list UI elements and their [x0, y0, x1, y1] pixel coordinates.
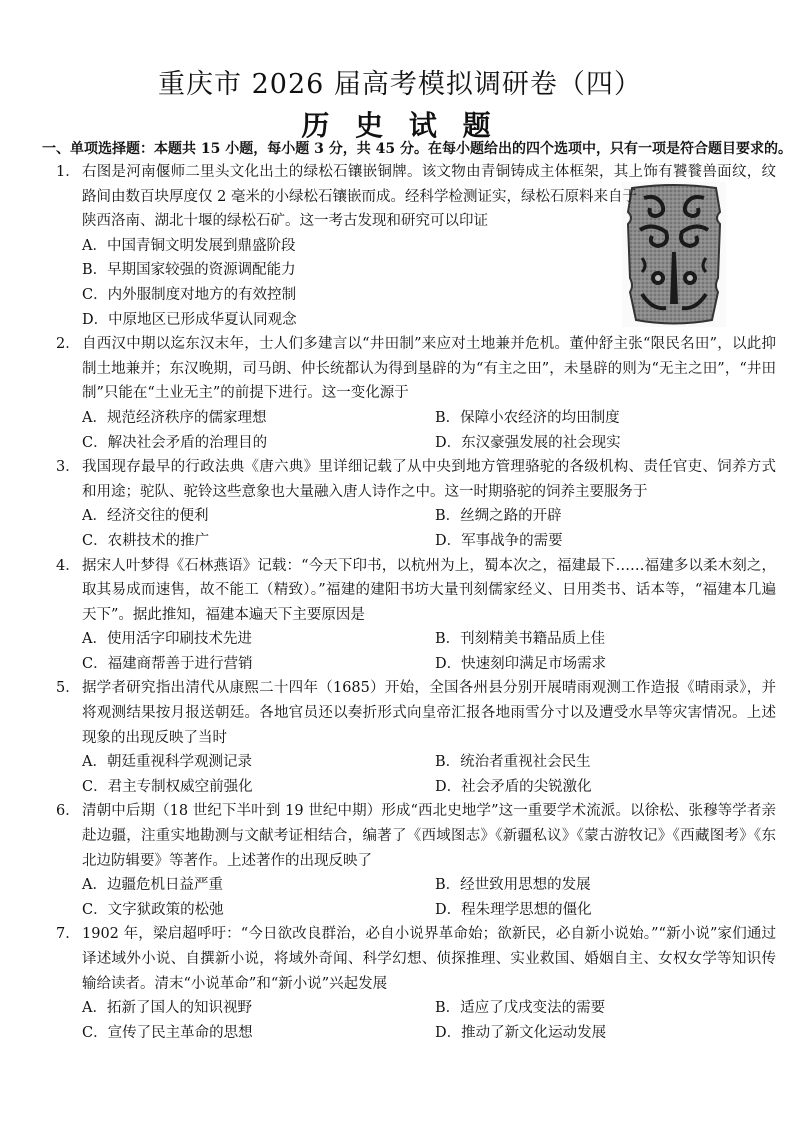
question-number: 1． [56, 164, 80, 180]
question-number: 5． [56, 680, 80, 697]
question-7 [56, 922, 776, 1045]
question-number: 6． [56, 803, 80, 820]
option-d[interactable]: D．推动了新文化运动发展 [435, 1024, 607, 1041]
option-a[interactable]: A．规范经济秩序的儒家理想 [82, 409, 267, 426]
option-a[interactable]: A．经济交往的便利 [82, 508, 209, 525]
option-a[interactable]: A．使用活字印刷技术先进 [82, 631, 252, 648]
option-b[interactable]: B．经世致用思想的发展 [435, 877, 591, 894]
option-c[interactable]: C．农耕技术的推广 [82, 532, 210, 549]
question-list [56, 160, 776, 1045]
option-c[interactable]: C．解决社会矛盾的治理目的 [82, 434, 268, 451]
options [82, 627, 776, 676]
question-number: 7． [56, 926, 80, 943]
question-stem: 据宋人叶梦得《石林燕语》记载：“今天下印书，以杭州为上，蜀本次之，福建最下……福建多以柔木刻之，取其易成而速售，故不能工（精致）。”福建的建阳书坊大量刊刻儒家经义、日用类书、话本等，“福建本几遍天下”。据此推知，福建本遍天下主要原因是 [82, 557, 776, 623]
options [82, 234, 622, 332]
option-b[interactable]: B．适应了戊戌变法的需要 [435, 1000, 606, 1017]
option-a[interactable]: A．边疆危机日益严重 [82, 877, 223, 894]
option-b[interactable]: B．保障小农经济的均田制度 [435, 409, 620, 426]
option-c[interactable]: C．福建商帮善于进行营销 [82, 655, 253, 672]
option-d[interactable]: D．快速刻印满足市场需求 [435, 655, 607, 672]
question-3 [56, 455, 776, 553]
question-2 [56, 332, 776, 455]
option-c[interactable]: C．宣传了民主革命的思想 [82, 1024, 253, 1041]
exam-title: 重庆市 2026 届高考模拟调研卷（四） [158, 69, 642, 100]
options [82, 996, 776, 1045]
question-stem: 我国现存最早的行政法典《唐六典》里详细记载了从中央到地方管理骆驼的各级机构、责任官吏、饲养方式和用途；驼队、驼铃这些意象也大量融入唐人诗作之中。这一时期骆驼的饲养主要服务于 [82, 459, 776, 500]
section-instruction: 一、单项选择题：本题共 15 小题，每小题 3 分，共 45 分。在每小题给出的四个选项中，只有一项是符合题目要求的。 [42, 141, 792, 157]
options [82, 750, 776, 799]
option-c[interactable]: C．文字狱政策的松弛 [82, 901, 224, 918]
question-stem: 清朝中后期（18 世纪下半叶到 19 世纪中期）形成“西北史地学”这一重要学术流派。以徐松、张穆等学者亲赴边疆，注重实地勘测与文献考证相结合，编著了《西域图志》《新疆私议》《蒙古游牧记》《西藏图考》《东北边防辑要》等著作。上述著作的出现反映了 [82, 803, 776, 869]
question-number: 2． [56, 336, 80, 353]
question-stem: 1902 年，梁启超呼吁：“今日欲改良群治，必自小说界革命始；欲新民，必自新小说始。”“新小说”家们通过译述域外小说、自撰新小说，将域外奇闻、科学幻想、侦探推理、实业救国、婚姻自主、女权女学等知识传输给读者。清末“小说革命”和“新小说”兴起发展 [82, 926, 776, 992]
question-1 [56, 160, 776, 332]
option-c[interactable]: C．内外服制度对地方的有效控制 [82, 286, 297, 303]
question-4 [56, 554, 776, 677]
question-6 [56, 799, 776, 922]
options [82, 504, 776, 553]
option-a[interactable]: A．朝廷重视科学观测记录 [82, 754, 252, 771]
options [82, 406, 776, 455]
option-b[interactable]: B．丝绸之路的开辟 [435, 508, 562, 525]
option-a[interactable]: A．拓新了国人的知识视野 [82, 1000, 252, 1017]
option-d[interactable]: D．中原地区已形成华夏认同观念 [82, 311, 297, 328]
option-d[interactable]: D．社会矛盾的尖锐激化 [435, 778, 592, 795]
question-stem: 右图是河南偃师二里头文化出土的绿松石镶嵌铜牌。该文物由青铜铸成主体框架，其上饰有饕餮兽面纹，纹路间由数百块厚度仅 2 毫米的小绿松石镶嵌而成。经科学检测证实，绿松石原料来自于 [82, 164, 776, 205]
question-5 [56, 676, 776, 799]
question-stem-continued: 陕西洛南、湖北十堰的绿松石矿。这一考古发现和研究可以印证 [82, 213, 488, 230]
question-number: 4． [56, 557, 80, 574]
option-b[interactable]: B．刊刻精美书籍品质上佳 [435, 631, 606, 648]
option-a[interactable]: A．中国青铜文明发展到鼎盛阶段 [82, 237, 296, 254]
option-d[interactable]: D．军事战争的需要 [435, 532, 563, 549]
subject-title: 历 史 试 题 [301, 109, 499, 142]
option-d[interactable]: D．东汉豪强发展的社会现实 [435, 434, 621, 451]
question-number: 3． [56, 459, 80, 476]
option-b[interactable]: B．统治者重视社会民生 [435, 754, 591, 771]
options [82, 873, 776, 922]
option-c[interactable]: C．君主专制权威空前强化 [82, 778, 253, 795]
option-d[interactable]: D．程朱理学思想的僵化 [435, 901, 592, 918]
option-b[interactable]: B．早期国家较强的资源调配能力 [82, 262, 296, 279]
question-stem: 据学者研究指出清代从康熙二十四年（1685）开始，全国各州县分别开展晴雨观测工作造报《晴雨录》，并将观测结果按月报送朝廷。各地官员还以奏折形式向皇帝汇报各地雨雪分寸以及遭受水旱等灾害情况。上述现象的出现反映了当时 [82, 680, 776, 746]
question-stem: 自西汉中期以迄东汉末年，士人们多建言以“井田制”来应对土地兼并危机。董仲舒主张“限民名田”，以此抑制土地兼并；东汉晚期，司马朗、仲长统都认为得到垦辟的为“有主之田”，未垦辟的则为“无主之田”，“井田制”只能在“土业无主”的前提下进行。这一变化源于 [82, 336, 776, 402]
